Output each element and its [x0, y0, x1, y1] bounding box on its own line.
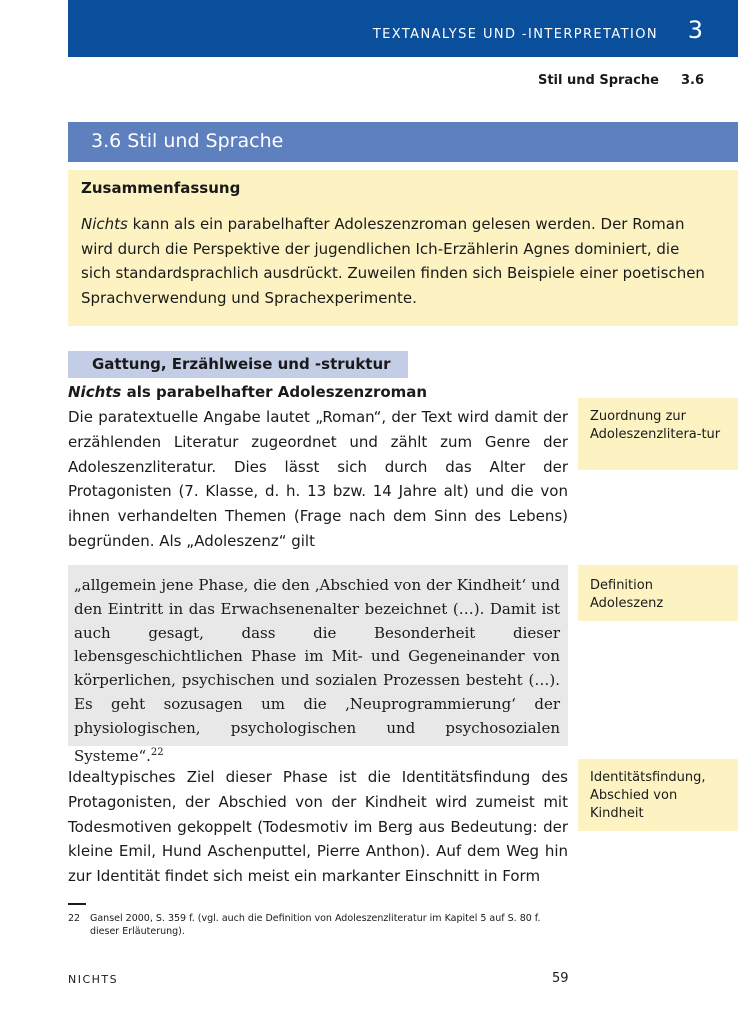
paragraph-title-rest: als parabelhafter Adoleszenzroman	[121, 383, 428, 401]
footnote-reference[interactable]: 22	[150, 746, 164, 758]
summary-box	[68, 170, 738, 326]
paragraph-title	[68, 383, 427, 401]
footer-book-title: NICHTS	[68, 973, 119, 986]
sidenote-text: Identitätsfindung, Abschied von Kindheit	[590, 770, 706, 821]
running-section-number: 3.6	[680, 73, 704, 88]
section-title: 3.6 Stil und Sprache	[91, 130, 284, 152]
subsection-heading: Gattung, Erzählweise und -struktur	[92, 355, 391, 373]
summary-heading: Zusammenfassung	[81, 179, 241, 197]
chapter-header-bar	[68, 0, 738, 57]
paragraph-title-italic: Nichts	[68, 383, 122, 401]
summary-body: kann als ein parabelhafter Adoleszenzroman gelesen werden. Der Roman wird durch die Perspektive der jugendlichen Ich-Erzählerin Agnes dominiert, die sich standardsprachlich ausdrückt. Zuweilen finden sich Beispiele einer poetischen Sprachverwendung und Sprachexperimente.	[81, 215, 705, 307]
chapter-number: 3	[687, 16, 703, 44]
quote-box	[68, 565, 568, 765]
summary-text	[81, 212, 711, 310]
running-section-name: Stil und Sprache	[537, 73, 659, 88]
sidenote-adoleszenzliteratur	[578, 398, 738, 470]
body-paragraph-1: Die paratextuelle Angabe lautet „Roman“, der Text wird damit der erzählenden Literatur zugeordnet und zählt zum Genre der Adoleszenzliteratur. Dies lässt sich durch das Alter der Protagonisten (7. Klasse, d. h. 13 bzw. 14 Jahre alt) und die von ihnen verhandelten Themen (Frage nach dem Sinn des Lebens) begründen. Als „Adoleszenz“ gilt	[68, 408, 568, 550]
body-paragraph-2: Idealtypisches Ziel dieser Phase ist die Identitätsfindung des Protagonisten, der Abschied von der Kindheit wird zumeist mit Todesmotiven gekoppelt (Todesmotiv im Berg aus Bedeutung: der kleine Emil, Hund Aschenputtel, Pierre Anthon). Auf dem Weg hin zur Identität findet sich meist ein markanter Einschnitt in Form	[68, 768, 568, 886]
sidenote-definition	[578, 565, 738, 621]
footnote-divider	[68, 903, 86, 905]
footnote-number: 22	[68, 913, 81, 924]
section-title-bar	[68, 122, 738, 162]
page-number: 59	[552, 971, 569, 986]
quote-text	[74, 574, 560, 768]
subsection-bar	[68, 351, 408, 378]
chapter-title: TEXTANALYSE UND -INTERPRETATION	[372, 27, 658, 42]
sidenote-text: Definition Adoleszenz	[590, 578, 664, 611]
summary-title-italic: Nichts	[81, 215, 128, 233]
sidenote-text: Zuordnung zur Adoleszenzlitera-tur	[590, 409, 721, 442]
footnote-text: Gansel 2000, S. 359 f. (vgl. auch die Definition von Adoleszenzliteratur im Kapitel 5 auf S. 80 f. dieser Erläuterung).	[90, 913, 541, 937]
running-section-header	[538, 73, 704, 88]
footnote	[68, 912, 568, 938]
quote-body: „allgemein jene Phase, die den ‚Abschied von der Kindheit‘ und den Eintritt in das Erwachsenenalter bezeichnet (…). Damit ist auch gesagt, dass die Besonderheit dieser lebensgeschichtlichen Phase im Mit- und Gegeneinander von körperlichen, psychischen und sozialen Prozessen besteht (…). Es geht sozusagen um die ‚Neuprogrammierung‘ der physiologischen, psychologischen und psychosozialen Systeme“.	[74, 576, 560, 765]
sidenote-identitaetsfindung	[578, 759, 738, 831]
